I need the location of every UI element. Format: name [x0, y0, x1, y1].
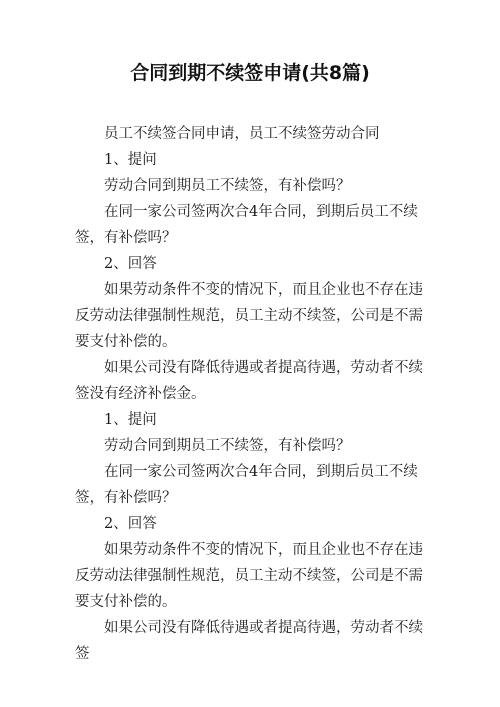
paragraph: 如果劳动条件不变的情况下，而且企业也不存在违反劳动法律强制性规范，员工主动不续签，公司是不需要支付补偿的。 [75, 282, 423, 350]
paragraph: 在同一家公司签两次合4年合同，到期后员工不续签，有补偿吗？ [75, 464, 418, 506]
paragraph: 在同一家公司签两次合4年合同，到期后员工不续签，有补偿吗？ [75, 204, 418, 246]
paragraph: 如果劳动条件不变的情况下，而且企业也不存在违反劳动法律强制性规范，员工主动不续签，公司是不需要支付补偿的。 [75, 542, 423, 610]
document-title: 合同到期不续签申请(共8篇) [130, 62, 370, 84]
paragraph: 2、回答 [104, 516, 157, 532]
paragraph: 1、提问 [104, 152, 157, 168]
paragraph: 2、回答 [104, 256, 157, 272]
paragraph: 如果公司没有降低待遇或者提高待遇，劳动者不续签没有经济补偿金。 [75, 360, 423, 402]
paragraph: 劳动合同到期员工不续签，有补偿吗？ [104, 178, 351, 194]
paragraph: 员工不续签合同申请，员工不续签劳动合同 [104, 126, 380, 142]
paragraph: 1、提问 [104, 412, 157, 428]
paragraph: 如果公司没有降低待遇或者提高待遇，劳动者不续签 [75, 620, 423, 662]
document-body [75, 121, 427, 667]
paragraph: 劳动合同到期员工不续签，有补偿吗？ [104, 438, 351, 454]
